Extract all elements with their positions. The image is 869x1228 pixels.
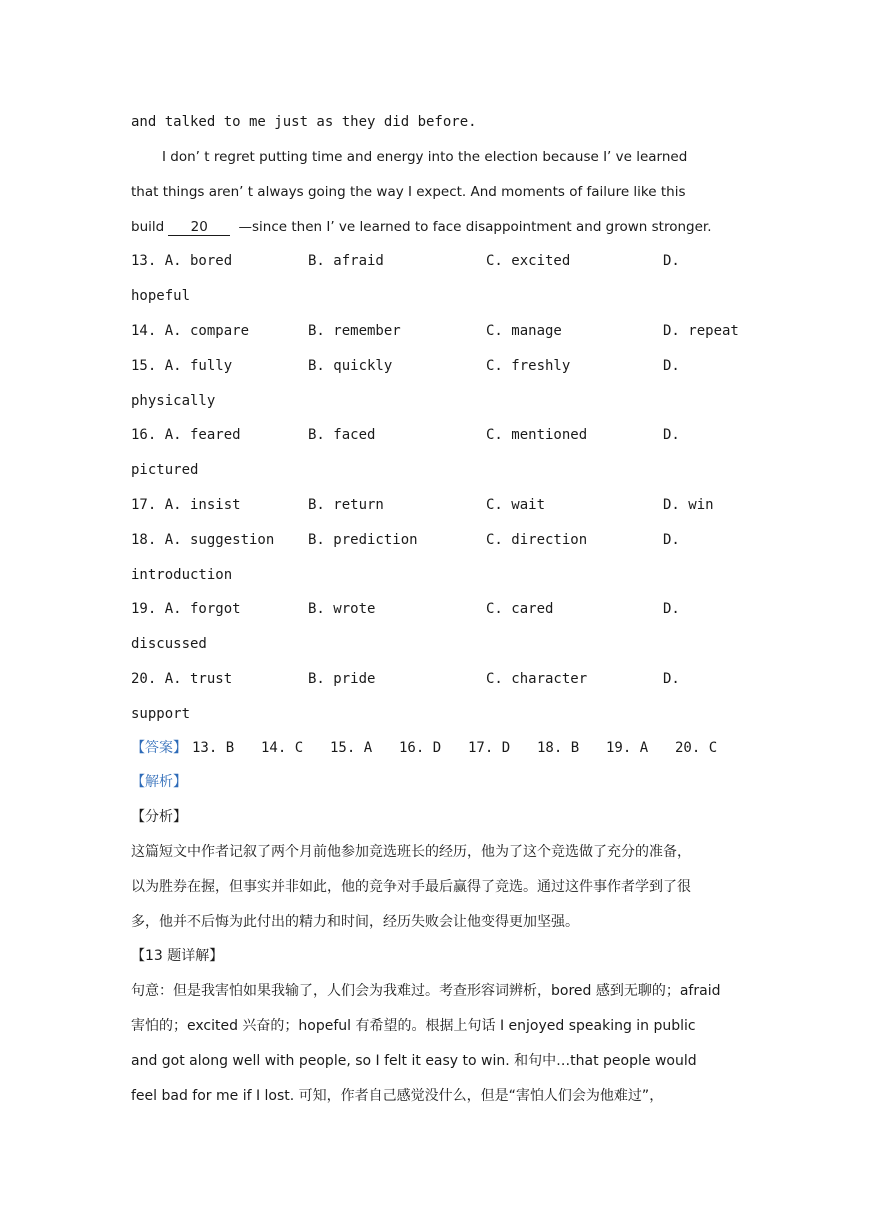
blank-20: 20 — [168, 219, 230, 236]
detail-line: feel bad for me if I lost. 可知，作者自己感觉没什么，但是“害怕人们会为他难过”， — [131, 1088, 664, 1104]
analysis-label: 【解析】 — [131, 774, 187, 790]
option-a: 15. A. fully — [131, 358, 233, 374]
option-b: B. wrote — [308, 601, 376, 617]
option-c: C. excited — [486, 253, 571, 269]
answer-row — [131, 738, 187, 758]
analysis-line: 多，他并不后悔为此付出的精力和时间，经历失败会让他变得更加坚强。 — [131, 914, 579, 930]
option-d-word: physically — [131, 393, 216, 409]
analysis-line: 以为胜券在握，但事实并非如此，他的竞争对手最后赢得了竞选。通过这件事作者学到了很 — [131, 879, 691, 895]
answer-label: 【答案】 — [131, 740, 187, 756]
detail-line: and got along well with people, so I felt it easy to win. 和句中…that people would — [131, 1053, 697, 1069]
option-d: D. — [663, 601, 680, 617]
option-c: C. freshly — [486, 358, 571, 374]
answer-item: 13. B — [192, 740, 235, 756]
option-d: D. — [663, 532, 680, 548]
option-d: D. — [663, 427, 680, 443]
passage-text: —since then I’ ve learned to face disappointment and grown stronger. — [238, 219, 712, 235]
detail-line: 句意：但是我害怕如果我输了，人们会为我难过。考查形容词辨析，bored 感到无聊的；afraid — [131, 983, 721, 999]
option-d-word: support — [131, 706, 191, 722]
option-a: 19. A. forgot — [131, 601, 241, 617]
option-a: 17. A. insist — [131, 497, 241, 513]
option-c: C. direction — [486, 532, 588, 548]
option-d: D. — [663, 253, 680, 269]
answer-item: 18. B — [537, 740, 580, 756]
detail-label: 【13 题详解】 — [131, 948, 224, 964]
option-a: 20. A. trust — [131, 671, 233, 687]
option-d: D. win — [663, 497, 714, 513]
option-b: B. quickly — [308, 358, 393, 374]
option-b: B. return — [308, 497, 384, 513]
answer-item: 14. C — [261, 740, 304, 756]
fenxi-label: 【分析】 — [131, 809, 187, 825]
option-a: 16. A. feared — [131, 427, 241, 443]
option-d-word: hopeful — [131, 288, 191, 304]
passage-line: I don’ t regret putting time and energy into the election because I’ ve learned — [162, 149, 688, 165]
option-b: B. pride — [308, 671, 376, 687]
option-d: D. — [663, 671, 680, 687]
option-a: 14. A. compare — [131, 323, 250, 339]
passage-text: build — [131, 219, 165, 235]
option-c: C. wait — [486, 497, 546, 513]
passage-line: that things aren’ t always going the way I expect. And moments of failure like this — [131, 184, 686, 200]
option-c: C. cared — [486, 601, 554, 617]
passage-line — [131, 217, 712, 237]
option-c: C. manage — [486, 323, 562, 339]
option-d-word: pictured — [131, 462, 199, 478]
option-c: C. character — [486, 671, 588, 687]
answer-item: 17. D — [468, 740, 511, 756]
answer-item: 20. C — [675, 740, 718, 756]
option-c: C. mentioned — [486, 427, 588, 443]
option-b: B. remember — [308, 323, 401, 339]
option-b: B. faced — [308, 427, 376, 443]
option-d: D. repeat — [663, 323, 739, 339]
analysis-line: 这篇短文中作者记叙了两个月前他参加竞选班长的经历，他为了这个竞选做了充分的准备， — [131, 844, 691, 860]
answer-item: 19. A — [606, 740, 649, 756]
option-d-word: discussed — [131, 636, 207, 652]
option-b: B. afraid — [308, 253, 384, 269]
option-d-word: introduction — [131, 567, 233, 583]
answer-item: 16. D — [399, 740, 442, 756]
passage-line: and talked to me just as they did before. — [131, 114, 477, 130]
option-a: 13. A. bored — [131, 253, 233, 269]
option-b: B. prediction — [308, 532, 418, 548]
answer-item: 15. A — [330, 740, 373, 756]
option-a: 18. A. suggestion — [131, 532, 275, 548]
detail-line: 害怕的；excited 兴奋的；hopeful 有希望的。根据上句话 I enjoyed speaking in public — [131, 1018, 696, 1034]
option-d: D. — [663, 358, 680, 374]
